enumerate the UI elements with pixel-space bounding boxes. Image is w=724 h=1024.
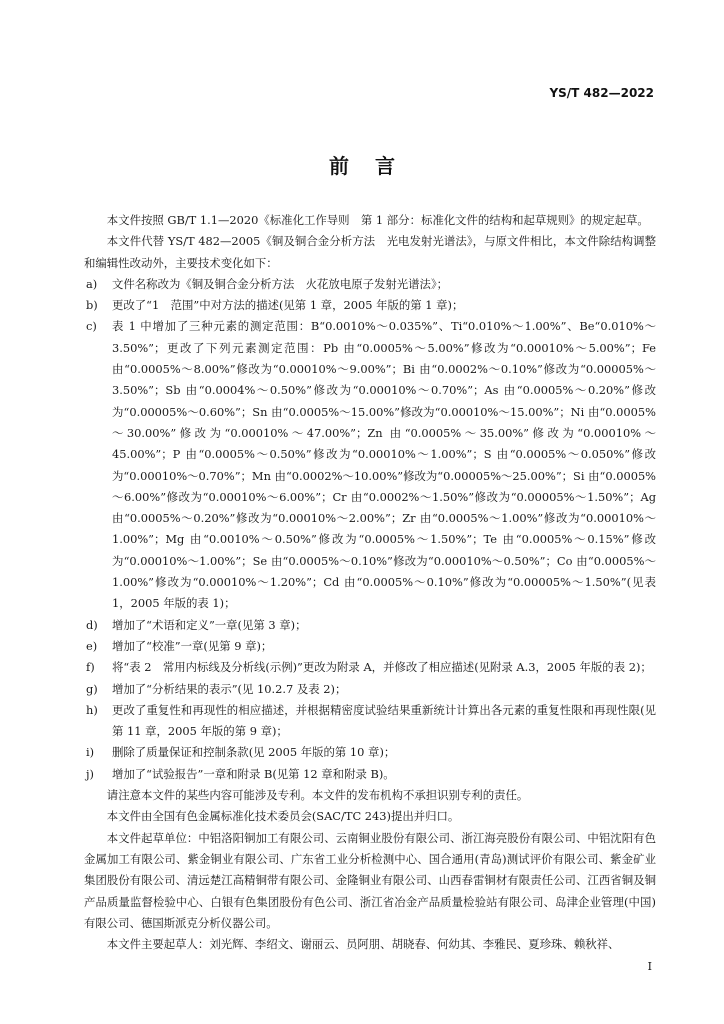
change-item-i: [84, 742, 656, 763]
proposer-statement: 本文件由全国有色金属标准化技术委员会(SAC/TC 243)提出并归口。: [106, 809, 460, 824]
change-item-label: h): [86, 702, 98, 717]
intro-paragraph-replacement: 本文件代替 YS/T 482—2005《铜及铜合金分析方法 光电发射光谱法》，与原文件相比，本文件除结构调整和编辑性改动外，主要技术变化如下：: [84, 234, 656, 270]
change-item-text: 文件名称改为《铜及铜合金分析方法 火花放电原子发射光谱法》；: [112, 276, 449, 291]
page-number: I: [647, 960, 652, 973]
change-item-label: b): [86, 298, 98, 313]
change-item-label: a): [86, 276, 98, 291]
foreword-body: [84, 210, 656, 955]
change-item-label: j): [86, 766, 94, 781]
change-item-f: [84, 657, 656, 678]
change-item-text: 增加了“术语和定义”一章(见第 3 章)；: [112, 617, 307, 632]
change-item-label: c): [86, 319, 97, 334]
change-item-label: g): [86, 681, 98, 696]
change-item-j: [84, 764, 656, 785]
change-item-label: d): [86, 617, 98, 632]
change-item-text: 增加了“分析结果的表示”(见 10.2.7 及表 2)；: [112, 681, 347, 696]
change-item-text: 更改了重复性和再现性的相应描述，并根据精密度试验结果重新统计计算出各元素的重复性限和再现性限(见第 11 章，2005 年版的第 9 章)；: [112, 702, 656, 739]
change-item-a: [84, 274, 656, 295]
standard-number: YS/T 482—2022: [549, 86, 654, 100]
change-item-text: 增加了“试验报告”一章和附录 B(见第 12 章和附录 B)。: [112, 766, 395, 781]
change-item-text: 更改了“1 范围”中对方法的描述(见第 1 章，2005 年版的第 1 章)；: [112, 298, 464, 313]
change-item-text: 表 1 中增加了三种元素的测定范围：B“0.0010%～0.035%”、Ti“0.010%～1.00%”、Be“0.010%～3.50%”；更改了下列元素测定范围：Pb 由“0.0005%～5.00%”修改为“0.00010%～5.00%”；Fe 由“0.0005%～8.00%”修改为“0.00010%～9.00%”；Bi 由“0.0002%～0.10%”修改为“0.00005%～3.50%”；Sb 由“0.0004%～0.50%”修改为“0.00010%～0.70%”；As 由“0.0005%～0.20%”修改为“0.00005%～0.60%”；Sn 由“0.0005%～15.00%”修改为“0.00010%～15.00%”；Ni 由“0.0005%～30.00%”修改为“0.00010%～47.00%”；Zn 由“0.0005%～35.00%”修改为“0.00010%～45.00%”；P 由“0.0005%～0.50%”修改为“0.00010%～1.00%”；S 由“0.0005%～0.050%”修改为“0.00010%～0.70%”；Mn 由“0.0002%～10.00%”修改为“0.00005%～25.00%”；Si 由“0.0005%～6.00%”修改为“0.00010%～6.00%”；Cr 由“0.0002%～1.50%”修改为“0.00005%～1.50%”；Ag 由“0.0005%～0.20%”修改为“0.00010%～2.00%”；Zr 由“0.0005%～1.00%”修改为“0.00010%～1.00%”；Mg 由“0.0010%～0.50%”修改为“0.0005%～1.50%”；Te 由“0.0005%～0.15%”修改为“0.00010%～1.00%”；Se 由“0.0005%～0.10%”修改为“0.00010%～0.50%”；Co 由“0.0005%～1.00%”修改为“0.00010%～1.20%”；Cd 由“0.0005%～0.10%”修改为“0.00005%～1.50%”(见表 1，2005 年版的表 1)；: [112, 319, 657, 611]
change-item-b: [84, 295, 656, 316]
change-item-label: i): [86, 745, 95, 760]
change-item-d: [84, 615, 656, 636]
patent-notice: 请注意本文件的某些内容可能涉及专利。本文件的发布机构不承担识别专利的责任。: [106, 788, 529, 803]
change-item-label: e): [86, 638, 98, 653]
intro-paragraph-drafting-rules: 本文件按照 GB/T 1.1—2020《标准化工作导则 第 1 部分：标准化文件的结构和起草规则》的规定起草。: [106, 213, 649, 227]
change-item-text: 增加了“校准”一章(见第 9 章)；: [112, 638, 273, 653]
change-item-e: [84, 636, 656, 657]
page-title: 前言: [329, 154, 421, 178]
drafting-organizations: 本文件起草单位：中铝洛阳铜加工有限公司、云南铜业股份有限公司、浙江海亮股份有限公司、中铝沈阳有色金属加工有限公司、紫金铜业有限公司、广东省工业分析检测中心、国合通用(青岛)测试评价有限公司、紫金矿业集团股份有限公司、清远楚江高精铜带有限公司、金隆铜业有限公司、山西春雷铜材有限责任公司、江西省铜及铜产品质量监督检验中心、白银有色集团股份有色公司、浙江省冶金产品质量检验站有限公司、岛津企业管理(中国)有限公司、德国斯派克分析仪器公司。: [84, 830, 656, 930]
change-item-label: f): [86, 660, 95, 675]
change-item-h: [84, 700, 656, 743]
change-item-g: [84, 679, 656, 700]
change-item-text: 删除了质量保证和控制条款(见 2005 年版的第 10 章)；: [112, 745, 396, 760]
change-item-c: [84, 316, 656, 614]
change-item-text: 将“表 2 常用内标线及分析线(示例)”更改为附录 A，并修改了相应描述(见附录 A.3，2005 年版的表 2)；: [112, 660, 652, 675]
main-drafters: 本文件主要起草人：刘光辉、李绍文、谢丽云、员阿朋、胡晓春、何幼其、李雅民、夏珍珠、赖秋祥、: [106, 937, 620, 952]
